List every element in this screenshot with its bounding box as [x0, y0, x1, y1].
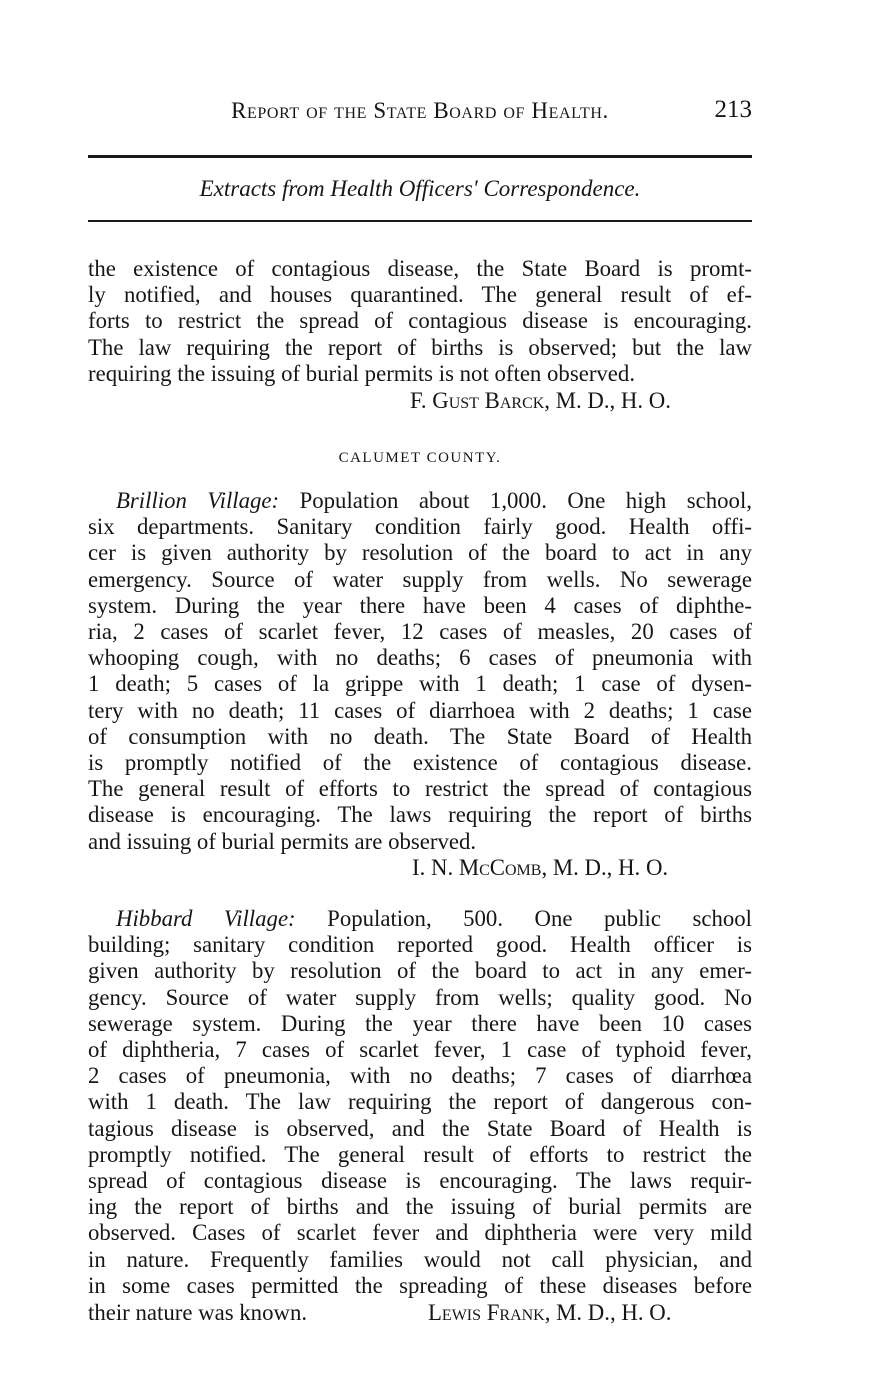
text-line: system. During the year there have been 4 cases of diphthe- — [88, 592, 752, 618]
brillion-paragraph — [88, 488, 752, 855]
text-line: and issuing of burial permits are observed. — [88, 828, 477, 854]
hibbard-paragraph — [88, 906, 752, 1299]
text-line: spread of contagious disease is encouraging. The laws requir- — [88, 1168, 752, 1194]
text-line: building; sanitary condition reported good. Health officer is — [88, 932, 752, 958]
text-line: of diphtheria, 7 cases of scarlet fever, 1 case of typhoid fever, — [88, 1037, 752, 1063]
text-line: their nature was known. — [88, 1300, 308, 1325]
text-line: The law requiring the report of births is observed; but the law — [88, 334, 752, 360]
text-line: tagious disease is observed, and the State Board of Health is — [88, 1115, 752, 1141]
signature-mccomb: I. N. McComb, M. D., H. O. — [412, 855, 669, 880]
text-line: in nature. Frequently families would not call physician, and — [88, 1246, 752, 1272]
signature-frank: Lewis Frank, M. D., H. O. — [428, 1300, 672, 1325]
text-line: given authority by resolution of the board to act in any emer- — [88, 958, 752, 984]
header-rule-bottom — [88, 220, 752, 222]
text-fragment: Population about 1,000. One high school, — [279, 488, 752, 513]
place-name: Hibbard Village: — [116, 906, 296, 931]
county-heading: CALUMET COUNTY. — [338, 450, 502, 466]
text-line: is promptly notified of the existence of contagious disease. — [88, 750, 752, 776]
text-fragment: Population, 500. One public school — [295, 906, 752, 931]
header-rule-top — [88, 155, 752, 158]
signature-barck: F. Gust Barck, M. D., H. O. — [410, 388, 671, 413]
text-line: ly notified, and houses quarantined. The general result of ef- — [88, 282, 752, 308]
text-line: observed. Cases of scarlet fever and diphtheria were very mild — [88, 1220, 752, 1246]
running-title: Report of the State Board of Health. — [231, 98, 609, 123]
text-line: sewerage system. During the year there have been 10 cases — [88, 1010, 752, 1036]
text-line — [88, 488, 752, 514]
text-line — [88, 906, 752, 932]
text-line: of consumption with no death. The State Board of Health — [88, 723, 752, 749]
text-line: The general result of efforts to restrict the spread of contagious — [88, 776, 752, 802]
hibbard-closing-line — [88, 1300, 752, 1326]
text-line: tery with no death; 11 cases of diarrhoea with 2 deaths; 1 case — [88, 697, 752, 723]
text-line: whooping cough, with no deaths; 6 cases of pneumonia with — [88, 645, 752, 671]
text-line: gency. Source of water supply from wells; quality good. No — [88, 984, 752, 1010]
text-line: 1 death; 5 cases of la grippe with 1 death; 1 case of dysen- — [88, 671, 752, 697]
text-line: cer is given authority by resolution of the board to act in any — [88, 540, 752, 566]
continuation-paragraph — [88, 256, 752, 387]
text-line: with 1 death. The law requiring the report of dangerous con- — [88, 1089, 752, 1115]
text-line: emergency. Source of water supply from wells. No sewerage — [88, 566, 752, 592]
text-line: in some cases permitted the spreading of these diseases before — [88, 1272, 752, 1298]
text-line: forts to restrict the spread of contagious disease is encouraging. — [88, 308, 752, 334]
text-line: promptly notified. The general result of efforts to restrict the — [88, 1141, 752, 1167]
text-line: ria, 2 cases of scarlet fever, 12 cases of measles, 20 cases of — [88, 619, 752, 645]
text-line: requiring the issuing of burial permits is not often observed. — [88, 360, 636, 386]
text-line: ing the report of births and the issuing of burial permits are — [88, 1194, 752, 1220]
text-line: disease is encouraging. The laws requiring the report of births — [88, 802, 752, 828]
running-head — [88, 92, 752, 132]
text-line: 2 cases of pneumonia, with no deaths; 7 cases of diarrhœa — [88, 1063, 752, 1089]
section-subtitle: Extracts from Health Officers' Correspondence. — [199, 176, 641, 201]
page-number: 213 — [714, 96, 752, 123]
place-name: Brillion Village: — [116, 488, 280, 513]
text-line: six departments. Sanitary condition fairly good. Health offi- — [88, 514, 752, 540]
text-line: the existence of contagious disease, the State Board is promt- — [88, 256, 752, 281]
